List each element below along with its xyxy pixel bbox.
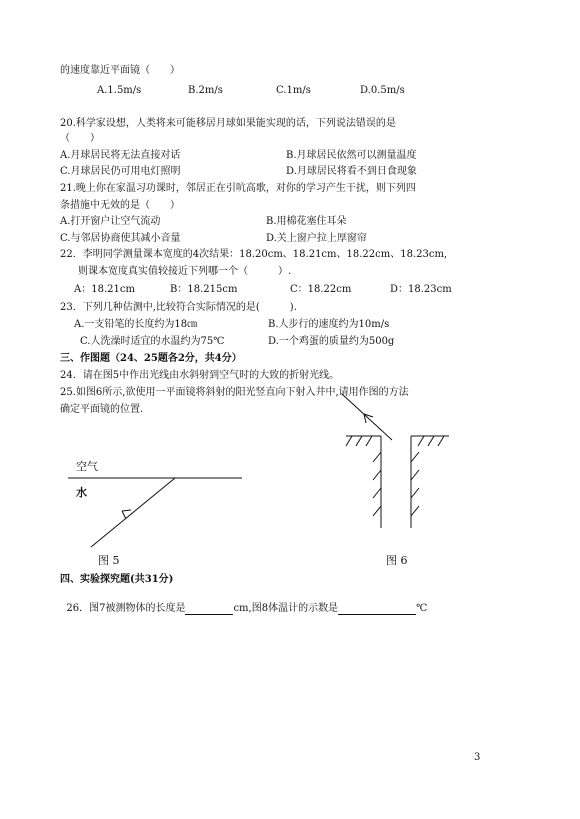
q26-line [60,589,427,615]
q22-option-c: C：18.22cm [290,284,352,295]
q20-option-a: A.月球居民将无法直接对话 [60,150,181,161]
fig5-water-label: 水 [76,486,87,499]
fig6-caption: 图 6 [386,554,408,567]
q19-option-c: C.1m/s [276,85,311,96]
q22-option-a: A：18.21cm [74,284,135,295]
q19-option-b: B.2m/s [188,85,223,96]
q22-stem-line1: 22．李明同学测量课本宽度的4次结果：18.20cm、18.21cm、18.22cm、18.23cm, [60,249,448,260]
q26-part1: 26．图7被测物体的长度是 [66,603,186,614]
q23-option-d: D.一个鸡蛋的质量约为500g [268,336,395,347]
q25-line1: 25.如图6所示,欲使用一平面镜将斜射的阳光竖直向下射入井中,请用作图的方法 [60,387,409,398]
sun-ray [342,394,392,440]
q21-option-c: C.与邻居协商使其减小音量 [60,233,181,244]
q26-unit: ℃ [416,603,428,614]
q21-option-a: A.打开窗户让空气流动 [60,216,161,227]
section-3-title: 三、作图题（24、25题各2分，共4分） [60,353,242,364]
q26-blank-temperature[interactable] [338,603,416,615]
q22-stem-line2: 则课本宽度真实值较接近下列哪一个（ ）. [78,266,292,277]
q19-option-a: A.1.5m/s [97,85,142,96]
q19-option-d: D.0.5m/s [360,85,405,96]
q20-option-b: B.月球居民依然可以测量温度 [286,150,417,161]
q21-stem-line2: 条措施中无效的是（ ） [60,200,180,211]
q22-option-d: D：18.23cm [390,284,452,295]
q21-option-d: D.关上窗户拉上厚窗帘 [266,233,367,244]
page-number: 3 [474,752,481,763]
q23-option-a: A.一支铅笔的长度约为18㎝ [74,319,198,330]
q24-text: 24．请在图5中作出光线由水斜射到空气时的大致的折射光线。 [60,370,340,381]
q21-stem-line1: 21.晚上你在家温习功课时，邻居正在引吭高歌，对你的学习产生干扰，则下列四 [60,183,416,194]
section-4-title: 四、实验探究题(共31分) [60,574,174,585]
q23-option-c: C.人洗澡时适宜的水温约为75℃ [80,336,225,347]
q26-blank-length[interactable] [185,603,233,615]
q23-stem: 23．下列几种估测中,比较符合实际情况的是( ). [60,302,297,313]
q26-part2: cm,图8体温计的示数是 [233,603,339,614]
q25-line2: 确定平面镜的位置. [60,404,144,415]
q23-option-b: B.人步行的速度约为10m/s [268,319,390,330]
incident-ray [91,478,175,547]
fig5-air-label: 空气 [76,460,98,473]
fig5-caption: 图 5 [98,554,120,567]
figure-6 [342,394,449,528]
q21-option-b: B.用棉花塞住耳朵 [266,216,347,227]
q20-paren: （ ） [60,133,100,144]
q22-option-b: B：18.215cm [170,284,238,295]
q20-stem: 20.科学家设想，人类将来可能移居月球如果能实现的话，下列说法错误的是 [60,118,396,129]
figure-5 [68,478,242,547]
q20-option-d: D.月球居民将看不到日食现象 [286,166,417,177]
q20-option-c: C.月球居民仍可用电灯照明 [60,166,181,177]
q19-tail: 的速度靠近平面镜（ ） [60,65,180,76]
